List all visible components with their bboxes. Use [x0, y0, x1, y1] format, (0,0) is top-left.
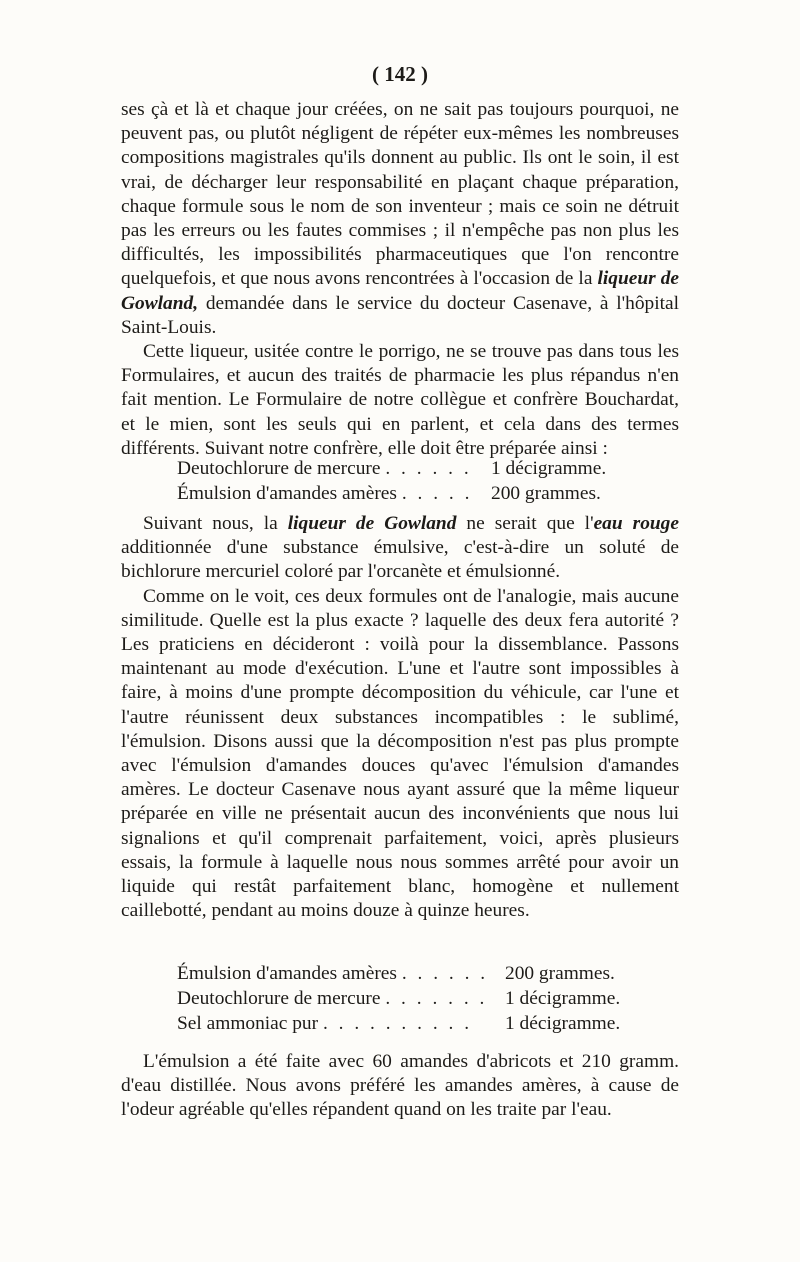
leader-dots: . . . . . . [385, 458, 472, 479]
text-block-middle [121, 512, 679, 923]
italic-term: eau rouge [593, 513, 679, 534]
formula-bouchardat [177, 456, 606, 506]
paragraph-text: Suivant nous, la [143, 513, 278, 534]
ingredient-name: Deutochlorure de mercure [177, 988, 381, 1009]
ingredient-quantity: 200 grammes. [491, 483, 601, 504]
ingredient-name: Deutochlorure de mercure [177, 458, 381, 479]
italic-term: liqueur de Gowland [287, 513, 457, 534]
paragraph-text: ses çà et là et chaque jour créées, on ne sait pas toujours pourquoi, ne peuvent pas, ou plutôt négligent de répéter eux-mêmes les nombreuses compositions magistrales qu'ils donnent au public. Ils ont le soin, il est vrai, de décharger leur responsabilité en plaçant chaque préparation, chaque formule sous le nom de son inventeur ; mais ce soin ne détruit pas les erreurs ou les fautes commises ; il n'empêche pas non plus les difficultés, les impossibilités pharmaceutiques que l'on rencontre quelquefois, et que nous avons rencontrées à l'occasion de la [121, 99, 679, 290]
paragraph-emulsion: L'émulsion a été faite avec 60 amandes d'abricots et 210 gramm. d'eau distillée. Nous avons préféré les amandes amères, à cause de l'odeur agréable qu'elles répandent quand on les traite par l'eau. [121, 1051, 679, 1121]
formula-author [177, 961, 620, 1036]
paragraph-comme-on-le-voit: Comme on le voit, ces deux formules ont de l'analogie, mais aucune similitude. Quelle est la plus exacte ? laquelle des deux fera autorité ? Les praticiens en décideront : voilà pour la dissemblance. Passons maintenant au mode d'exécution. L'une et l'autre sont impossibles à faire, à moins d'une prompte décomposition du véhicule, car l'une et l'autre réunissent deux substances incompatibles : le sublimé, l'émulsion. Disons aussi que la décomposition n'est pas plus prompte avec l'émulsion d'amandes douces qu'avec l'émulsion d'amandes amères. Le docteur Casenave nous ayant assuré que la même liqueur préparée en ville ne présentait aucun des inconvénients que nous lui signalions et qu'il comprenait parfaitement, voici, après plusieurs essais, la formule à laquelle nous nous sommes arrêté pour avoir un liquide qui restât parfaitement blanc, homogène et nullement caillebotté, pendant au moins douze à quinze heures. [121, 585, 679, 922]
paragraph-text: ne serait que l' [466, 513, 594, 534]
italic-term: liqueur de Gowland, [121, 268, 679, 314]
ingredient-name: Émulsion d'amandes amères [177, 483, 397, 504]
formula-row [177, 1011, 620, 1036]
ingredient-quantity: 1 décigramme. [505, 1013, 621, 1034]
ingredient-quantity: 1 décigramme. [505, 988, 621, 1009]
leader-dots: . . . . . [401, 483, 473, 504]
paragraph-text: demandée dans le service du docteur Casenave, à l'hôpital Saint-Louis. [121, 292, 679, 338]
text-block-top [121, 98, 679, 461]
ingredient-quantity: 1 décigramme. [491, 458, 607, 479]
ingredient-name: Émulsion d'amandes amères [177, 963, 397, 984]
formula-row [177, 986, 620, 1011]
formula-row [177, 481, 606, 506]
paragraph-liqueur: Cette liqueur, usitée contre le porrigo, ne se trouve pas dans tous les Formulaires, et aucun des traités de pharmacie les plus répandus n'en fait mention. Le Formulaire de notre collègue et confrère Bouchardat, et le mien, sont les seuls qui en parlent, et cela dans des termes différents. Suivant notre confrère, elle doit être préparée ainsi : [121, 341, 679, 459]
formula-row [177, 456, 606, 481]
page-number: ( 142 ) [372, 62, 428, 86]
formula-row [177, 961, 620, 986]
leader-dots: . . . . . . . [385, 988, 488, 1009]
ingredient-name: Sel ammoniac pur [177, 1013, 319, 1034]
leader-dots: . . . . . . . . . . [322, 1013, 473, 1034]
paragraph-text: additionnée d'une substance émulsive, c'est-à-dire un soluté de bichlorure mercuriel coloré par l'orcanète et émulsionné. [121, 537, 679, 583]
paragraph-continuation [121, 98, 679, 340]
paragraph-suivant-nous [121, 512, 679, 585]
text-block-bottom [121, 1050, 679, 1123]
leader-dots: . . . . . . [401, 963, 489, 984]
ingredient-quantity: 200 grammes. [505, 963, 615, 984]
